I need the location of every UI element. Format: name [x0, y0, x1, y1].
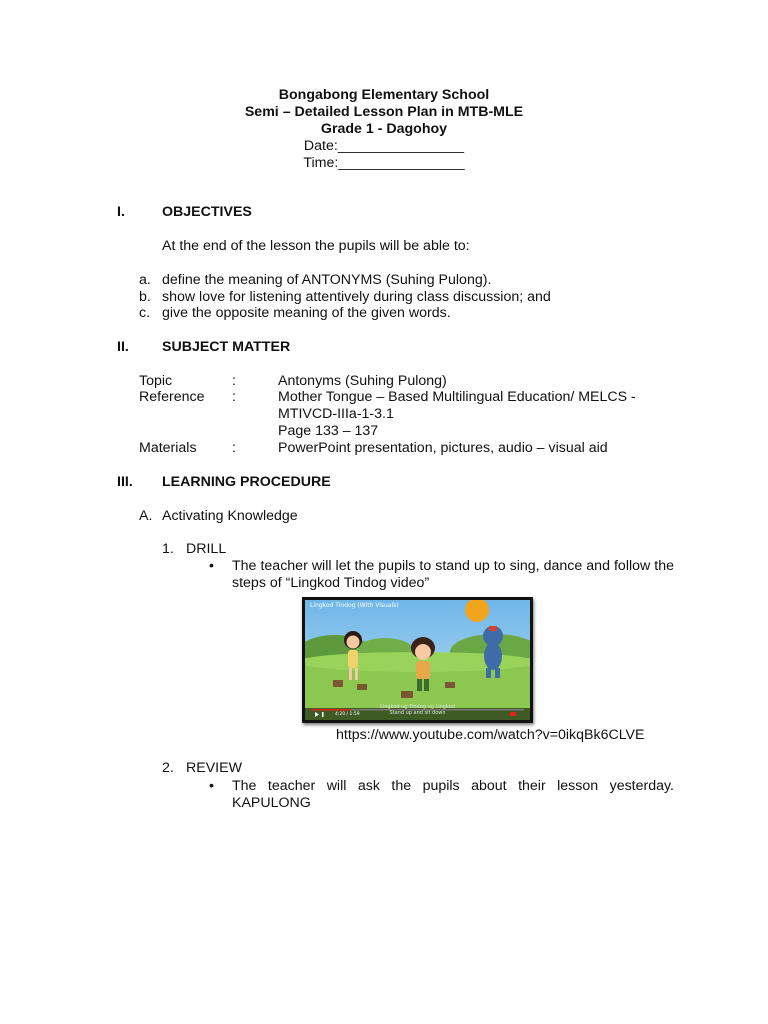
video-caption: Lingkod ug Tindog ug Lingkod Stand up and sit down: [380, 704, 455, 716]
objective-marker: c.: [139, 305, 151, 321]
subject-matter-numeral: II.: [117, 339, 129, 355]
subsection-title: Activating Knowledge: [162, 508, 298, 524]
objective-item: define the meaning of ANTONYMS (Suhing Pulong).: [162, 272, 492, 288]
materials-label: Materials: [139, 440, 197, 456]
objective-marker: a.: [139, 272, 151, 288]
grade-section: Grade 1 - Dagohoy: [320, 121, 448, 137]
review-text: The teacher will ask the pupils about their lesson yesterday. KAPULONG: [232, 778, 674, 811]
subsection-marker: A.: [139, 508, 153, 524]
procedure-numeral: III.: [117, 474, 133, 490]
objective-item: show love for listening attentively during class discussion; and: [162, 289, 551, 305]
reference-value: Mother Tongue – Based Multilingual Education/ MELCS -: [278, 389, 636, 405]
video-title: Lingkod Tindog (With Visuals): [310, 602, 399, 609]
reference-label: Reference: [139, 389, 205, 405]
objective-marker: b.: [139, 289, 151, 305]
bullet-icon: •: [209, 558, 214, 574]
objectives-intro: At the end of the lesson the pupils will be able to:: [162, 238, 470, 254]
video-thumbnail[interactable]: [302, 597, 533, 723]
reference-code: MTIVCD-IIIa-1-3.1: [278, 406, 394, 422]
materials-value: PowerPoint presentation, pictures, audio – visual aid: [278, 440, 608, 456]
review-marker: 2.: [162, 760, 174, 776]
plan-title: Semi – Detailed Lesson Plan in MTB-MLE: [244, 104, 524, 120]
drill-title: DRILL: [186, 541, 227, 557]
date-field: Date:________________: [303, 138, 465, 154]
subject-matter-heading: SUBJECT MATTER: [162, 339, 291, 355]
school-name: Bongabong Elementary School: [278, 87, 490, 103]
time-field: Time:________________: [303, 155, 465, 171]
review-title: REVIEW: [186, 760, 242, 776]
cartoon-illustration: [305, 600, 530, 720]
procedure-heading: LEARNING PROCEDURE: [162, 474, 331, 490]
objective-item: give the opposite meaning of the given words.: [162, 305, 451, 321]
topic-separator: :: [232, 373, 236, 389]
reference-pages: Page 133 – 137: [278, 423, 379, 439]
video-time: 4:20 / 1:59: [335, 712, 360, 717]
drill-text: The teacher will let the pupils to stand up to sing, dance and follow the steps of “Lingkod Tindog video”: [232, 558, 674, 591]
objectives-heading: OBJECTIVES: [162, 204, 252, 220]
topic-label: Topic: [139, 373, 173, 389]
video-url[interactable]: https://www.youtube.com/watch?v=0ikqBk6CLVE: [336, 727, 645, 743]
drill-marker: 1.: [162, 541, 174, 557]
reference-separator: :: [232, 389, 236, 405]
topic-value: Antonyms (Suhing Pulong): [278, 373, 447, 389]
objectives-numeral: I.: [117, 204, 125, 220]
materials-separator: :: [232, 440, 236, 456]
bullet-icon: •: [209, 778, 214, 794]
